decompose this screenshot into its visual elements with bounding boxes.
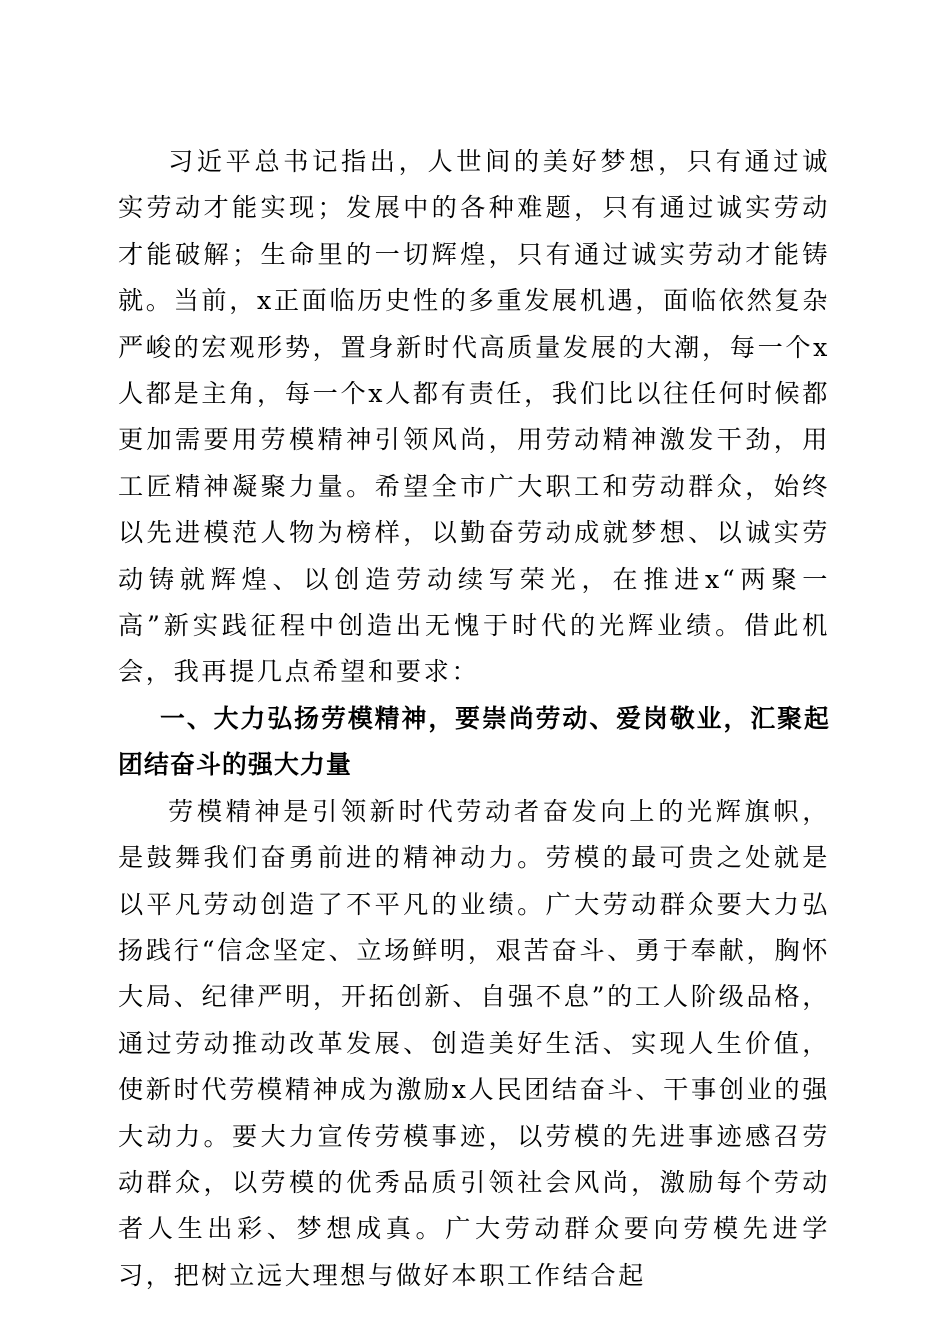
- document-page: [118, 139, 830, 1299]
- section-1-paragraph: 劳模精神是引领新时代劳动者奋发向上的光辉旗帜，是鼓舞我们奋勇前进的精神动力。劳模的最可贵之处就是以平凡劳动创造了不平凡的业绩。广大劳动群众要大力弘扬践行“信念坚定、立场鲜明，艰苦奋斗、勇于奉献，胸怀大局、纪律严明，开拓创新、自强不息”的工人阶级品格，通过劳动推动改革发展、创造美好生活、实现人生价值，使新时代劳模精神成为激励x人民团结奋斗、干事创业的强大动力。要大力宣传劳模事迹，以劳模的先进事迹感召劳动群众，以劳模的优秀品质引领社会风尚，激励每个劳动者人生出彩、梦想成真。广大劳动群众要向劳模先进学习，把树立远大理想与做好本职工作结合起: [118, 796, 830, 1290]
- intro-paragraph: 习近平总书记指出，人世间的美好梦想，只有通过诚实劳动才能实现；发展中的各种难题，只有通过诚实劳动才能破解；生命里的一切辉煌，只有通过诚实劳动才能铸就。当前，x正面临历史性的多重发展机遇，面临依然复杂严峻的宏观形势，置身新时代高质量发展的大潮，每一个x人都是主角，每一个x人都有责任，我们比以往任何时候都更加需要用劳模精神引领风尚，用劳动精神激发干劲，用工匠精神凝聚力量。希望全市广大职工和劳动群众，始终以先进模范人物为榜样，以勤奋劳动成就梦想、以诚实劳动铸就辉煌、以创造劳动续写荣光，在推进x“两聚一高”新实践征程中创造出无愧于时代的光辉业绩。借此机会，我再提几点希望和要求：: [118, 147, 830, 687]
- section-heading-1: 一、大力弘扬劳模精神，要崇尚劳动、爱岗敬业，汇聚起团结奋斗的强大力量: [118, 703, 830, 780]
